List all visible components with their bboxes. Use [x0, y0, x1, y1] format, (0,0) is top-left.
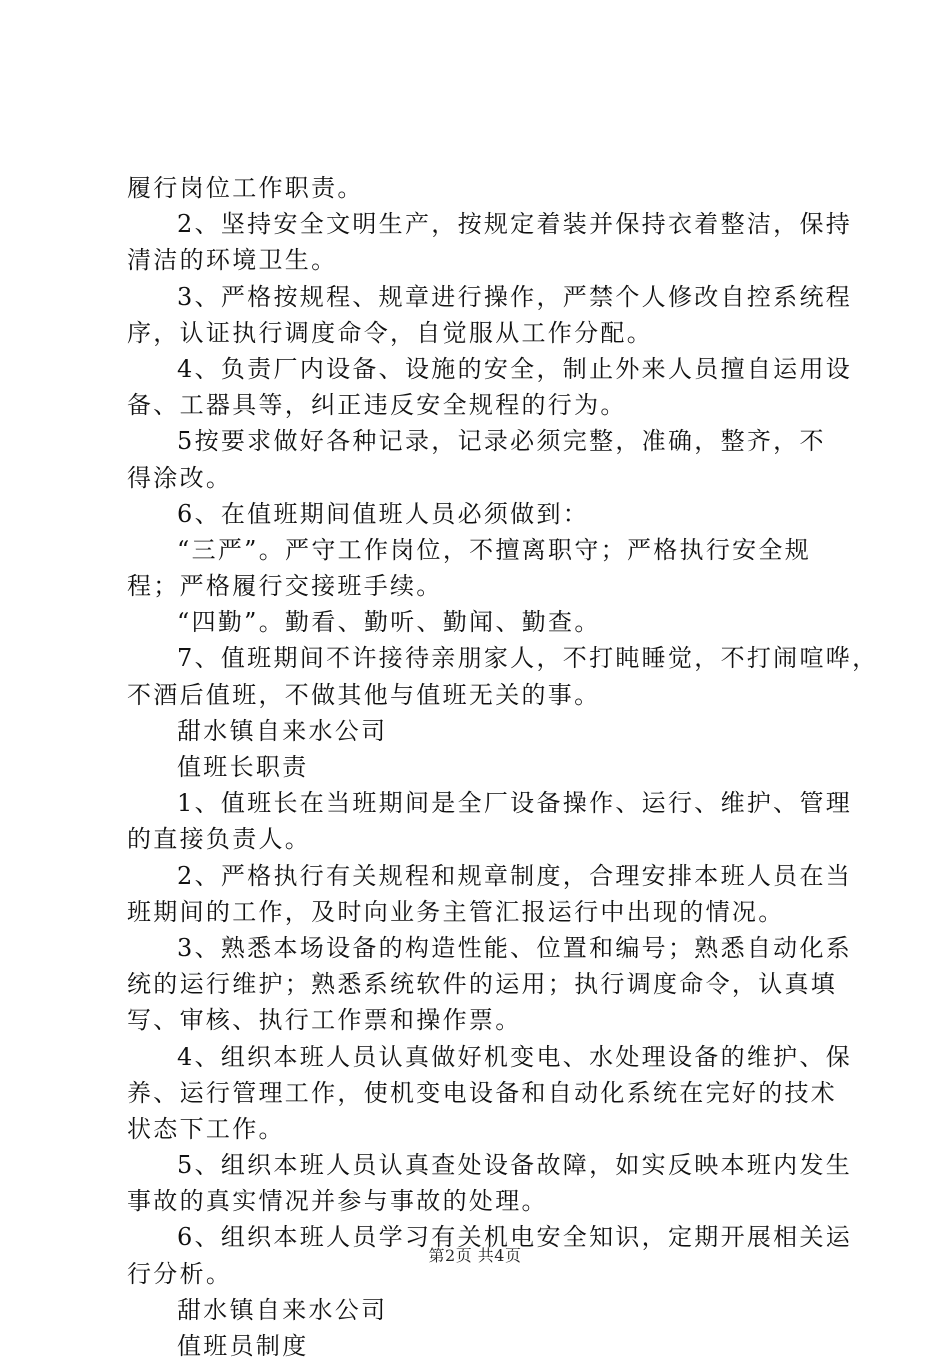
text-line: 6、组织本班人员学习有关机电安全知识，定期开展相关运: [177, 1223, 853, 1252]
text-line: 养、运行管理工作，使机变电设备和自动化系统在完好的技术: [127, 1078, 838, 1107]
text-line: 履行岗位工作职责。: [127, 174, 364, 202]
text-line: “四勤”。勤看、勤听、勤闻、勤查。: [177, 608, 601, 637]
text-line: 6、在值班期间值班人员必须做到：: [177, 499, 590, 528]
text-line: 值班长职责: [177, 753, 309, 781]
text-line: 甜水镇自来水公司: [177, 1295, 388, 1324]
text-line: 得涂改。: [127, 463, 233, 492]
text-line: 值班员制度: [177, 1332, 309, 1360]
text-line: 统的运行维护；熟悉系统软件的运用；执行调度命令，认真填: [127, 970, 838, 999]
text-line: 1、值班长在当班期间是全厂设备操作、运行、维护、管理: [177, 789, 853, 818]
text-line: 不酒后值班，不做其他与值班无关的事。: [127, 680, 601, 709]
text-line: 2、坚持安全文明生产，按规定着装并保持衣着整洁，保持: [177, 210, 853, 239]
text-line: 3、熟悉本场设备的构造性能、位置和编号；熟悉自动化系: [177, 933, 853, 962]
text-line: 事故的真实情况并参与事故的处理。: [127, 1187, 548, 1216]
text-line: 状态下工作。: [127, 1114, 285, 1143]
text-line: 班期间的工作，及时向业务主管汇报运行中出现的情况。: [127, 897, 785, 926]
document-body: [127, 170, 879, 1364]
text-line: 甜水镇自来水公司: [177, 716, 388, 745]
text-line: 的直接负责人。: [127, 825, 312, 854]
text-line: 4、负责厂内设备、设施的安全，制止外来人员擅自运用设: [177, 354, 853, 383]
text-line: 行分析。: [127, 1259, 233, 1288]
text-line: 清洁的环境卫生。: [127, 246, 338, 275]
text-line: 程；严格履行交接班手续。: [127, 572, 443, 601]
text-line: 3、严格按规程、规章进行操作，严禁个人修改自控系统程: [177, 282, 853, 311]
text-line: 写、审核、执行工作票和操作票。: [127, 1006, 522, 1035]
text-line: “三严”。严守工作岗位，不擅离职守；严格执行安全规: [177, 535, 812, 564]
text-line: 2、严格执行有关规程和规章制度，合理安排本班人员在当: [177, 861, 853, 890]
text-line: 5、组织本班人员认真查处设备故障，如实反映本班内发生: [177, 1151, 853, 1180]
text-line: 7、值班期间不许接待亲朋家人，不打盹睡觉，不打闹喧哗，: [177, 644, 879, 673]
text-line: 序，认证执行调度命令，自觉服从工作分配。: [127, 318, 653, 347]
page-footer: 第2页 共4页: [428, 1246, 522, 1265]
text-line: 5按要求做好各种记录，记录必须完整，准确，整齐，不: [177, 427, 826, 456]
text-line: 4、组织本班人员认真做好机变电、水处理设备的维护、保: [177, 1042, 853, 1071]
text-line: 备、工器具等，纠正违反安全规程的行为。: [127, 391, 627, 420]
